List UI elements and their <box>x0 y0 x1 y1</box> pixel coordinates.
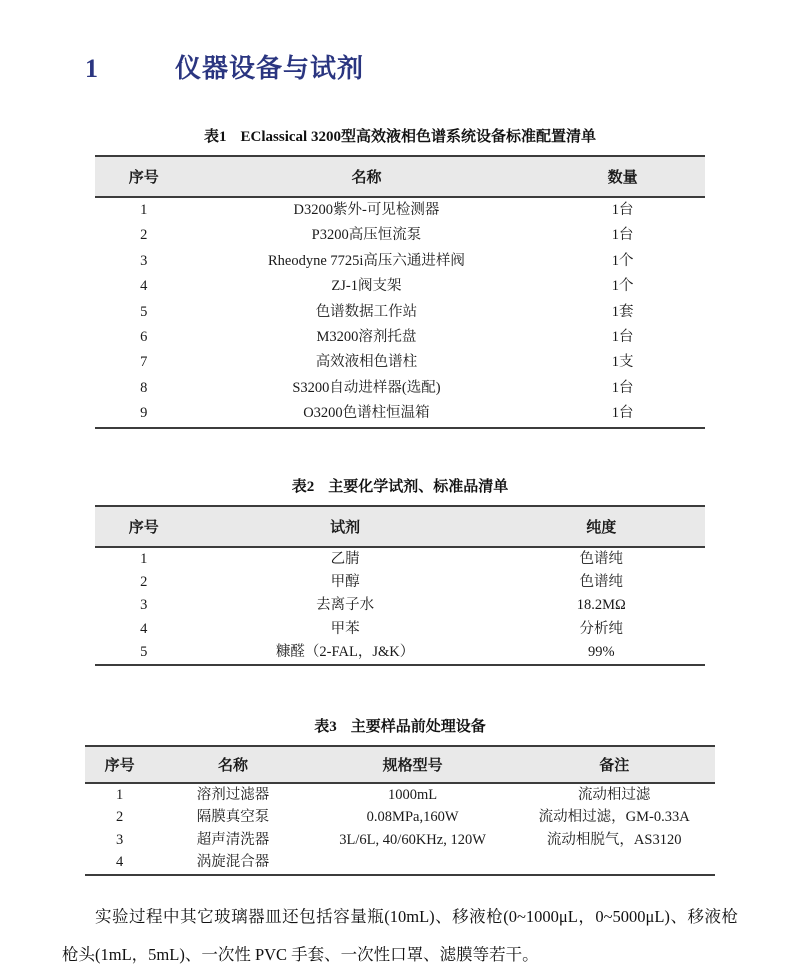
table-row <box>95 376 705 401</box>
table-cell: 色谱纯 <box>579 550 624 567</box>
table-cell: O3200色谱柱恒温箱 <box>303 405 430 422</box>
column-header: 名称 <box>218 758 249 775</box>
table2-caption-title: 主要化学试剂、标准品清单 <box>328 478 509 495</box>
table-cell: D3200紫外-可见检测器 <box>293 202 440 218</box>
table-cell: 乙腈 <box>330 550 360 567</box>
table-cell: 溶剂过滤器 <box>196 786 270 803</box>
table-cell: 分析纯 <box>579 620 624 637</box>
table-cell: 9 <box>140 405 148 422</box>
table-row <box>85 829 715 851</box>
table-cell <box>513 852 715 875</box>
table-cell: 4 <box>116 854 124 871</box>
table-cell: 4 <box>140 620 148 637</box>
table-row <box>95 274 705 299</box>
table-cell: P3200高压恒流泵 <box>311 227 422 244</box>
table-cell: 去离子水 <box>316 597 375 614</box>
table-cell: 4 <box>140 278 148 295</box>
table3-caption-title: 主要样品前处理设备 <box>350 719 486 736</box>
table-cell: 1台 <box>611 227 634 244</box>
column-header: 试剂 <box>330 519 361 536</box>
column-header: 序号 <box>104 758 135 775</box>
table-cell: 甲苯 <box>330 620 360 637</box>
table-cell: 1 <box>116 786 124 803</box>
table-cell: 流动相过滤 <box>577 786 651 803</box>
pretreatment-table <box>85 745 715 876</box>
table-cell: 色谱纯 <box>579 573 624 590</box>
table-row <box>95 401 705 427</box>
table-cell: 1台 <box>611 328 634 345</box>
table-cell: 18.2MΩ <box>576 597 626 614</box>
table-cell: 3 <box>116 831 124 848</box>
table-row <box>95 223 705 248</box>
table-row <box>95 618 705 641</box>
table-cell <box>312 852 514 875</box>
table-cell: 隔膜真空泵 <box>196 809 270 826</box>
table-cell: 0.08MPa,160W <box>366 809 459 826</box>
table-cell: 1台 <box>611 202 634 218</box>
table-row <box>95 571 705 594</box>
table-cell: 1支 <box>611 354 634 371</box>
table-cell: 涡旋混合器 <box>196 854 270 871</box>
table-cell: 3 <box>140 597 148 614</box>
table3-caption <box>0 715 800 736</box>
body-paragraph: 实验过程中其它玻璃器皿还包括容量瓶(10mL)、移液枪(0~1000μL，0~5000μL)、移液枪枪头(1mL，5mL)、一次性 PVC 手套、一次性口罩、滤膜等若干。 <box>62 907 738 964</box>
reagents-table <box>95 505 705 667</box>
table1-caption-title: EClassical 3200型高效液相色谱系统设备标准配置清单 <box>240 129 596 145</box>
table-cell: 1 <box>140 202 148 218</box>
table-cell: 糠醛（2-FAL，J&K） <box>275 644 415 661</box>
table-cell: 1台 <box>611 405 634 422</box>
table-cell: Rheodyne 7725i高压六通进样阀 <box>267 252 465 269</box>
table-cell: 1个 <box>611 252 634 269</box>
table-row <box>95 594 705 617</box>
table-row <box>95 641 705 665</box>
column-header: 数量 <box>607 170 638 186</box>
section-heading <box>85 0 800 85</box>
table1-caption <box>0 125 800 146</box>
table-cell: M3200溶剂托盘 <box>316 328 417 345</box>
table2-caption-label: 表2 <box>291 478 315 495</box>
table-cell: 5 <box>140 303 148 320</box>
table-row <box>85 852 715 875</box>
table-header-row <box>85 746 715 783</box>
table-row <box>95 325 705 350</box>
column-header: 序号 <box>128 519 159 536</box>
table-cell: 1套 <box>611 303 634 320</box>
table-row <box>95 197 705 223</box>
table-cell: 色谱数据工作站 <box>315 303 418 320</box>
table-row <box>85 783 715 806</box>
table-cell: 超声清洗器 <box>196 831 270 848</box>
table-cell: 6 <box>140 328 148 345</box>
table-cell: S3200自动进样器(选配) <box>292 379 441 396</box>
table-row <box>95 350 705 375</box>
table2-caption <box>0 475 800 496</box>
section-title: 仪器设备与试剂 <box>175 54 365 83</box>
column-header: 备注 <box>599 758 630 775</box>
table-cell: 2 <box>140 227 148 244</box>
table-row <box>95 547 705 571</box>
table-cell: 1 <box>140 550 148 567</box>
column-header: 纯度 <box>586 519 617 536</box>
column-header: 规格型号 <box>382 758 443 775</box>
table-cell: 甲醇 <box>330 573 360 590</box>
table-header-row <box>95 506 705 547</box>
table-cell: 2 <box>116 809 124 826</box>
section-number: 1 <box>85 54 99 83</box>
table-cell: 3 <box>140 252 148 269</box>
table-row <box>95 249 705 274</box>
table-cell: 5 <box>140 644 148 661</box>
table-cell: 2 <box>140 573 148 590</box>
table3-caption-label: 表3 <box>314 719 337 736</box>
table-cell: 1000mL <box>388 786 438 803</box>
table-cell: 99% <box>588 644 615 661</box>
table-cell: 1台 <box>611 379 634 396</box>
column-header: 序号 <box>128 170 159 186</box>
table-header-row <box>95 156 705 197</box>
equipment-table <box>95 155 705 429</box>
table-cell: 1个 <box>611 278 634 295</box>
table-cell: ZJ-1阀支架 <box>331 278 402 295</box>
table-cell: 流动相过滤，GM-0.33A <box>538 809 690 826</box>
table-cell: 高效液相色谱柱 <box>315 354 418 371</box>
table-cell: 8 <box>140 379 148 396</box>
table-row <box>95 300 705 325</box>
table-row <box>85 807 715 829</box>
column-header: 名称 <box>351 170 382 186</box>
table1-caption-label: 表1 <box>204 129 227 145</box>
table-cell: 7 <box>140 354 148 371</box>
table-cell: 流动相脱气，AS3120 <box>546 831 682 848</box>
table-cell: 3L/6L, 40/60KHz, 120W <box>339 831 486 848</box>
